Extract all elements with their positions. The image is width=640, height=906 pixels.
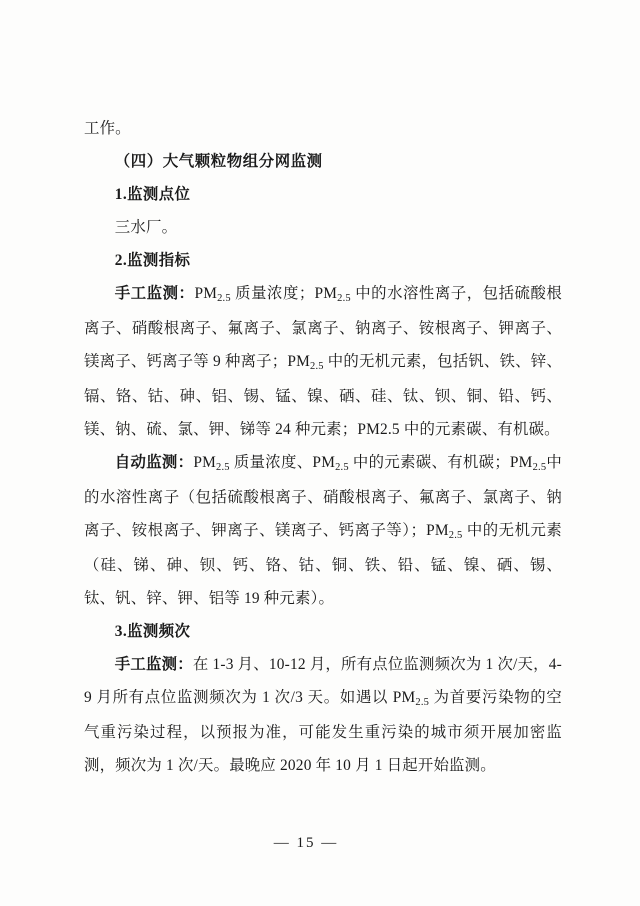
manual-monitoring-label: 手工监测： bbox=[114, 285, 195, 302]
auto-text-3: 中的元素碳、有机碳；PM bbox=[348, 454, 533, 471]
auto-sub-2: 2.5 bbox=[335, 461, 349, 473]
subheading-monitoring-frequency: 3.监测频次 bbox=[114, 623, 191, 640]
auto-monitoring-label: 自动监测： bbox=[114, 454, 194, 471]
page-number: — 15 — bbox=[273, 835, 339, 851]
auto-sub-4: 2.5 bbox=[448, 529, 463, 541]
auto-text-5: 中的无机元素（硅、锑、砷、钡、钙、铬、钴、铜、铁、铅、锰、镍、硒、锡、钛、钒、锌、钾、铝等 19 种元素）。 bbox=[84, 522, 562, 607]
frequency-text-1: 在 1-3 月、10-12 月，所有点位监测频次为 1 次/天，4-9 月所有点位监测频次为 1 次/3 天。如遇以 PM bbox=[84, 656, 562, 706]
auto-sub-1: 2.5 bbox=[216, 461, 230, 473]
section-heading: （四）大气颗粒物组分网监测 bbox=[114, 153, 323, 170]
auto-monitoring-paragraph bbox=[84, 446, 562, 615]
auto-text-2: 质量浓度、PM bbox=[229, 454, 336, 471]
monitoring-sites-body: 三水厂。 bbox=[114, 219, 178, 236]
subheading-monitoring-sites: 1.监测点位 bbox=[114, 186, 191, 203]
frequency-paragraph bbox=[84, 648, 562, 782]
frequency-text-2: 为首要污染物的空气重污染过程，以预报为准，可能发生重污染的城市须开展加密监测，频次为 1 次/天。最晚应 2020 年 10 月 1 日起开始监测。 bbox=[84, 689, 562, 774]
manual-text-1: PM bbox=[194, 285, 218, 302]
manual-sub-2: 2.5 bbox=[337, 292, 351, 304]
document-body bbox=[84, 112, 562, 782]
continued-paragraph: 工作。 bbox=[84, 120, 131, 137]
auto-text-4: 中的水溶性离子（包括硫酸根离子、硝酸根离子、氟离子、氯离子、钠离子、铵根离子、钾离子、镁离子、钙离子等）；PM bbox=[84, 454, 562, 539]
subheading-monitoring-indicators: 2.监测指标 bbox=[114, 252, 191, 269]
manual-text-2: 质量浓度；PM bbox=[230, 285, 338, 302]
auto-text-1: PM bbox=[193, 454, 217, 471]
manual-monitoring-paragraph bbox=[84, 277, 562, 446]
manual-text-3: 中的水溶性离子，包括硫酸根离子、硝酸根离子、氟离子、氯离子、钠离子、铵根离子、钾离子、镁离子、钙离子等 9 种离子；PM bbox=[84, 285, 562, 370]
frequency-manual-label: 手工监测： bbox=[114, 656, 193, 673]
manual-sub-3: 2.5 bbox=[310, 360, 324, 372]
manual-text-4: 中的无机元素，包括钒、铁、锌、镉、铬、钴、砷、铝、锡、锰、镍、硒、硅、钛、钡、铜、铅、钙、镁、钠、硫、氯、钾、锑等 24 种元素；PM2.5 中的元素碳、有机碳。 bbox=[84, 353, 562, 438]
auto-sub-3: 2.5 bbox=[532, 461, 547, 473]
frequency-sub-1: 2.5 bbox=[415, 696, 430, 708]
manual-sub-1: 2.5 bbox=[217, 292, 231, 304]
page-footer bbox=[0, 835, 640, 852]
